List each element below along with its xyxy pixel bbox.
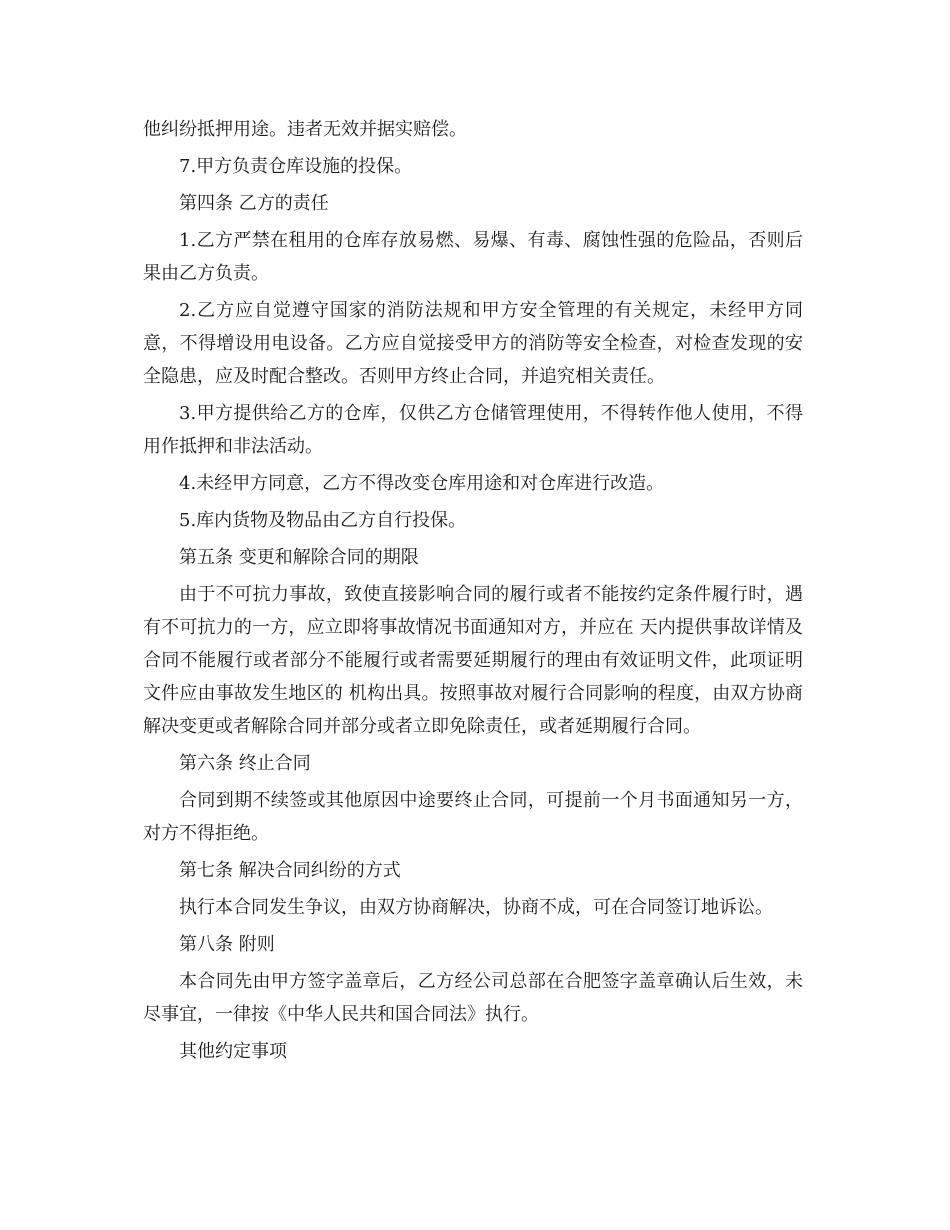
- clause-4-item-3: 3.甲方提供给乙方的仓库，仅供乙方仓储管理使用，不得转作他人使用，不得用作抵押和非法活动。: [143, 403, 803, 457]
- article-8-body: 本合同先由甲方签字盖章后，乙方经公司总部在合肥签字盖章确认后生效，未尽事宜，一律按《中华人民共和国合同法》执行。: [143, 971, 803, 1025]
- clause-4-item-5: 5.库内货物及物品由乙方自行投保。: [179, 510, 467, 531]
- article-5-heading: 第五条 变更和解除合同的期限: [179, 547, 419, 568]
- clause-4-item-2: 2.乙方应自觉遵守国家的消防法规和甲方安全管理的有关规定，未经甲方同意，不得增设用电设备。乙方应自觉接受甲方的消防等安全检查，对检查发现的安全隐患，应及时配合整改。否则甲方终止合同，并追究相关责任。: [143, 300, 803, 387]
- clause-4-item-1: 1.乙方严禁在租用的仓库存放易燃、易爆、有毒、腐蚀性强的危险品，否则后果由乙方负责。: [143, 230, 803, 284]
- other-terms-heading: 其他约定事项: [179, 1041, 287, 1062]
- article-8-heading: 第八条 附则: [179, 934, 275, 955]
- paragraph-continuation: 他纠纷抵押用途。违者无效并据实赔偿。: [143, 119, 467, 140]
- article-4-heading: 第四条 乙方的责任: [179, 193, 329, 214]
- article-6-body: 合同到期不续签或其他原因中途要终止合同，可提前一个月书面通知另一方，对方不得拒绝。: [143, 790, 803, 844]
- article-7-heading: 第七条 解决合同纠纷的方式: [179, 860, 401, 881]
- document-page: [143, 113, 803, 1068]
- article-5-body: 由于不可抗力事故，致使直接影响合同的履行或者不能按约定条件履行时，遇有不可抗力的一方，应立即将事故情况书面通知对方，并应在 天内提供事故详情及合同不能履行或者部分不能履行或者需要延期履行的理由有效证明文件，此项证明文件应由事故发生地区的 机构出具。按照事故对履行合同影响的程度，由双方协商解决变更或者解除合同并部分或者立即免除责任，或者延期履行合同。: [143, 584, 803, 737]
- clause-3-item-7: 7.甲方负责仓库设施的投保。: [179, 156, 413, 177]
- clause-4-item-4: 4.未经甲方同意，乙方不得改变仓库用途和对仓库进行改造。: [179, 473, 665, 494]
- article-6-heading: 第六条 终止合同: [179, 753, 311, 774]
- article-7-body: 执行本合同发生争议，由双方协商解决，协商不成，可在合同签订地诉讼。: [179, 897, 773, 918]
